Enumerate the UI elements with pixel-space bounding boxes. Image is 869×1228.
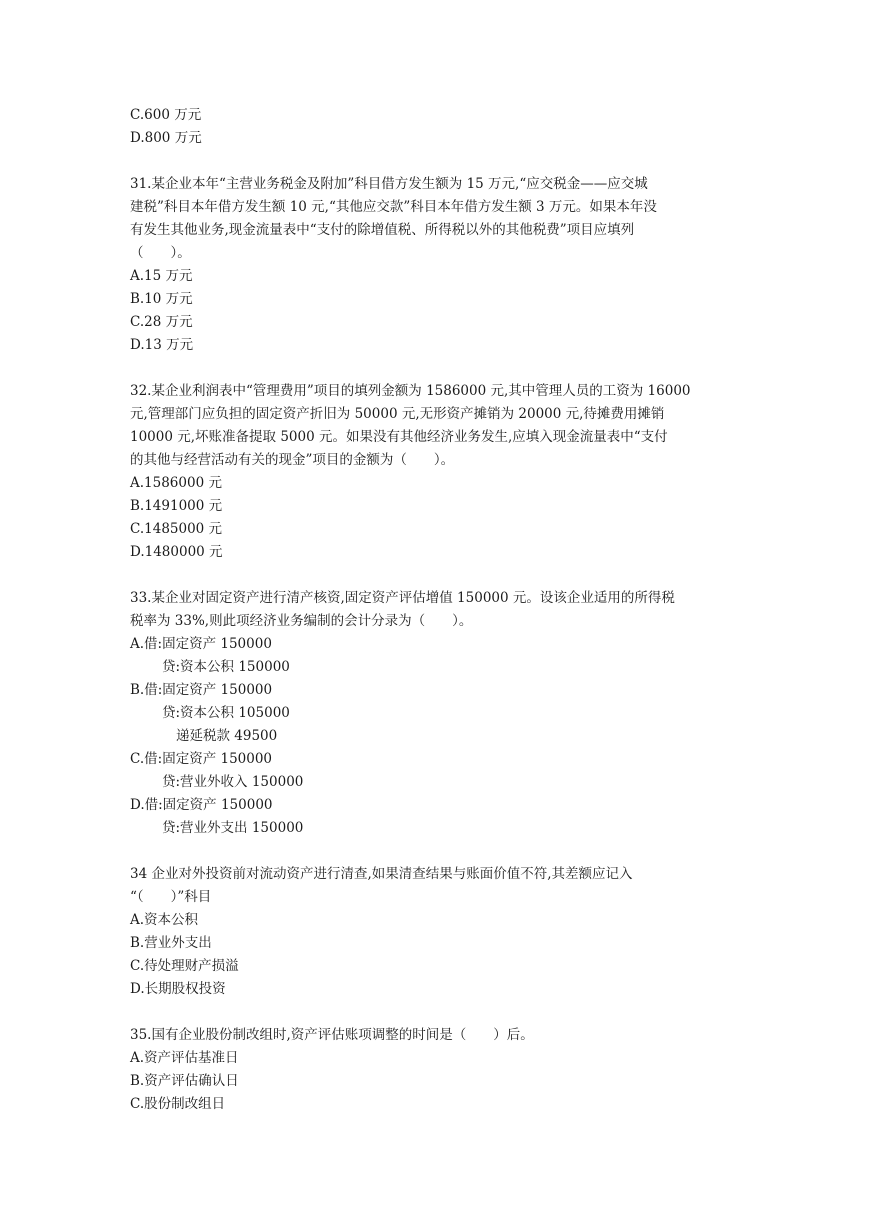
question-31 xyxy=(130,173,742,357)
question-stem-line: 元,管理部门应负担的固定资产折旧为 50000 元,无形资产摊销为 20000 元,待摊费用摊销 xyxy=(130,406,665,422)
option-a: A.15 万元 xyxy=(130,268,193,284)
question-stem-line: （ ）。 xyxy=(130,245,191,261)
question-35 xyxy=(130,1024,742,1116)
option-b-credit: 贷:资本公积 105000 xyxy=(162,705,290,721)
option-c: C.1485000 元 xyxy=(130,521,223,537)
option-c: C.待处理财产损溢 xyxy=(130,958,239,974)
question-stem-line: 税率为 33%,则此项经济业务编制的会计分录为（ ）。 xyxy=(130,613,473,629)
option-b-debit: B.借:固定资产 150000 xyxy=(130,682,273,698)
option-c-debit: C.借:固定资产 150000 xyxy=(130,751,273,767)
option-c: C.28 万元 xyxy=(130,314,193,330)
option-a: A.1586000 元 xyxy=(130,475,222,491)
question-stem-line: 32.某企业利润表中“管理费用”项目的填列金额为 1586000 元,其中管理人员的工资为 16000 xyxy=(130,383,691,399)
option-d: D.1480000 元 xyxy=(130,544,223,560)
option-c: C.600 万元 xyxy=(130,107,202,123)
question-stem-line: 35.国有企业股份制改组时,资产评估账项调整的时间是（ ）后。 xyxy=(130,1027,534,1043)
option-b: B.营业外支出 xyxy=(130,935,212,951)
document-page xyxy=(130,104,742,1116)
option-b: B.10 万元 xyxy=(130,291,193,307)
question-stem-line: 33.某企业对固定资产进行清产核资,固定资产评估增值 150000 元。设该企业适用的所得税 xyxy=(130,590,675,606)
option-d-debit: D.借:固定资产 150000 xyxy=(130,797,273,813)
option-c: C.股份制改组日 xyxy=(130,1096,226,1112)
option-d-credit: 贷:营业外支出 150000 xyxy=(162,820,304,836)
question-stem-line: 的其他与经营活动有关的现金”项目的金额为（ ）。 xyxy=(130,452,455,468)
option-d: D.800 万元 xyxy=(130,130,202,146)
question-stem-line: “（ ）”科目 xyxy=(130,889,212,905)
question-30-options xyxy=(130,104,742,150)
option-d: D.长期股权投资 xyxy=(130,981,226,997)
option-b-credit-deferred-tax: 递延税款 49500 xyxy=(176,728,278,744)
option-a-debit: A.借:固定资产 150000 xyxy=(130,636,272,652)
question-32 xyxy=(130,380,742,564)
option-a: A.资产评估基准日 xyxy=(130,1050,239,1066)
question-stem-line: 10000 元,坏账准备提取 5000 元。如果没有其他经济业务发生,应填入现金流量表中“支付 xyxy=(130,429,668,445)
option-c-credit: 贷:营业外收入 150000 xyxy=(162,774,304,790)
question-stem-line: 建税”科目本年借方发生额 10 元,“其他应交款”科目本年借方发生额 3 万元。如果本年没 xyxy=(130,199,657,215)
question-stem-line: 31.某企业本年“主营业务税金及附加”科目借方发生额为 15 万元,“应交税金——应交城 xyxy=(130,176,648,192)
question-34 xyxy=(130,863,742,1001)
question-33 xyxy=(130,587,742,840)
option-b: B.1491000 元 xyxy=(130,498,223,514)
question-stem-line: 34 企业对外投资前对流动资产进行清查,如果清查结果与账面价值不符,其差额应记入 xyxy=(130,866,633,882)
option-d: D.13 万元 xyxy=(130,337,194,353)
option-a: A.资本公积 xyxy=(130,912,199,928)
question-stem-line: 有发生其他业务,现金流量表中“支付的除增值税、所得税以外的其他税费”项目应填列 xyxy=(130,222,635,238)
option-b: B.资产评估确认日 xyxy=(130,1073,239,1089)
option-a-credit: 贷:资本公积 150000 xyxy=(162,659,290,675)
